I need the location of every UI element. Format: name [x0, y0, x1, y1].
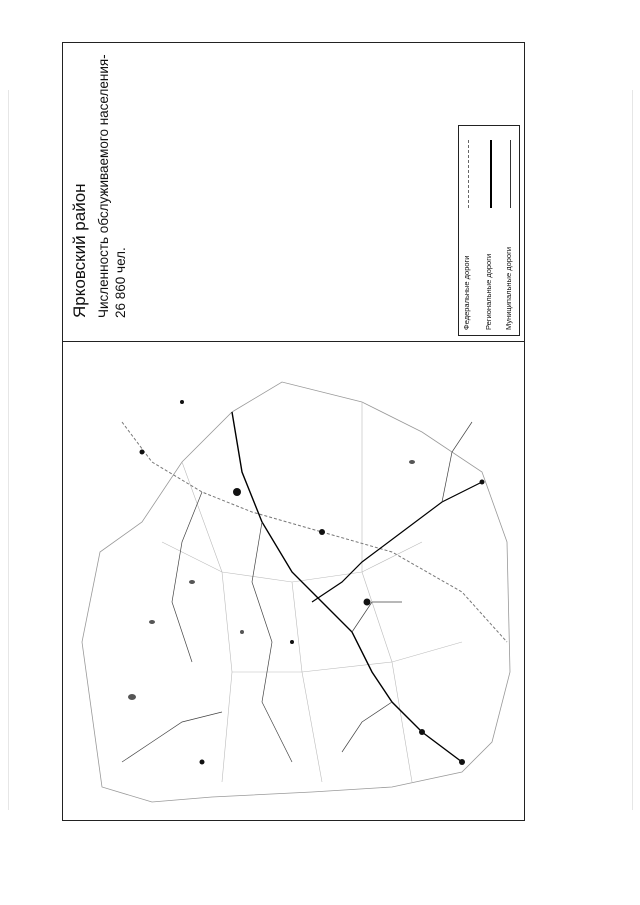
- federal-road: [122, 422, 507, 642]
- population-value: 26 860 чел.: [113, 247, 128, 318]
- legend-regional-swatch: [490, 140, 492, 208]
- district-title: Ярковский район: [70, 183, 89, 318]
- regional-road: [232, 412, 462, 762]
- scan-edge-right: [632, 90, 633, 810]
- legend-federal-label: Федеральные дороги: [462, 255, 471, 330]
- legend-regional-label: Региональные дороги: [484, 253, 493, 330]
- district-boundary: [82, 382, 510, 802]
- legend-municipal-swatch: [510, 140, 511, 208]
- scan-edge-left: [8, 90, 9, 810]
- info-panel: [62, 42, 525, 342]
- district-map: [62, 342, 525, 821]
- legend-municipal-label: Муниципальные дороги: [504, 246, 513, 330]
- regional-road-2: [312, 482, 482, 602]
- population-label: Численность обслуживаемого населения-: [96, 54, 111, 318]
- legend-federal-swatch: [468, 140, 471, 208]
